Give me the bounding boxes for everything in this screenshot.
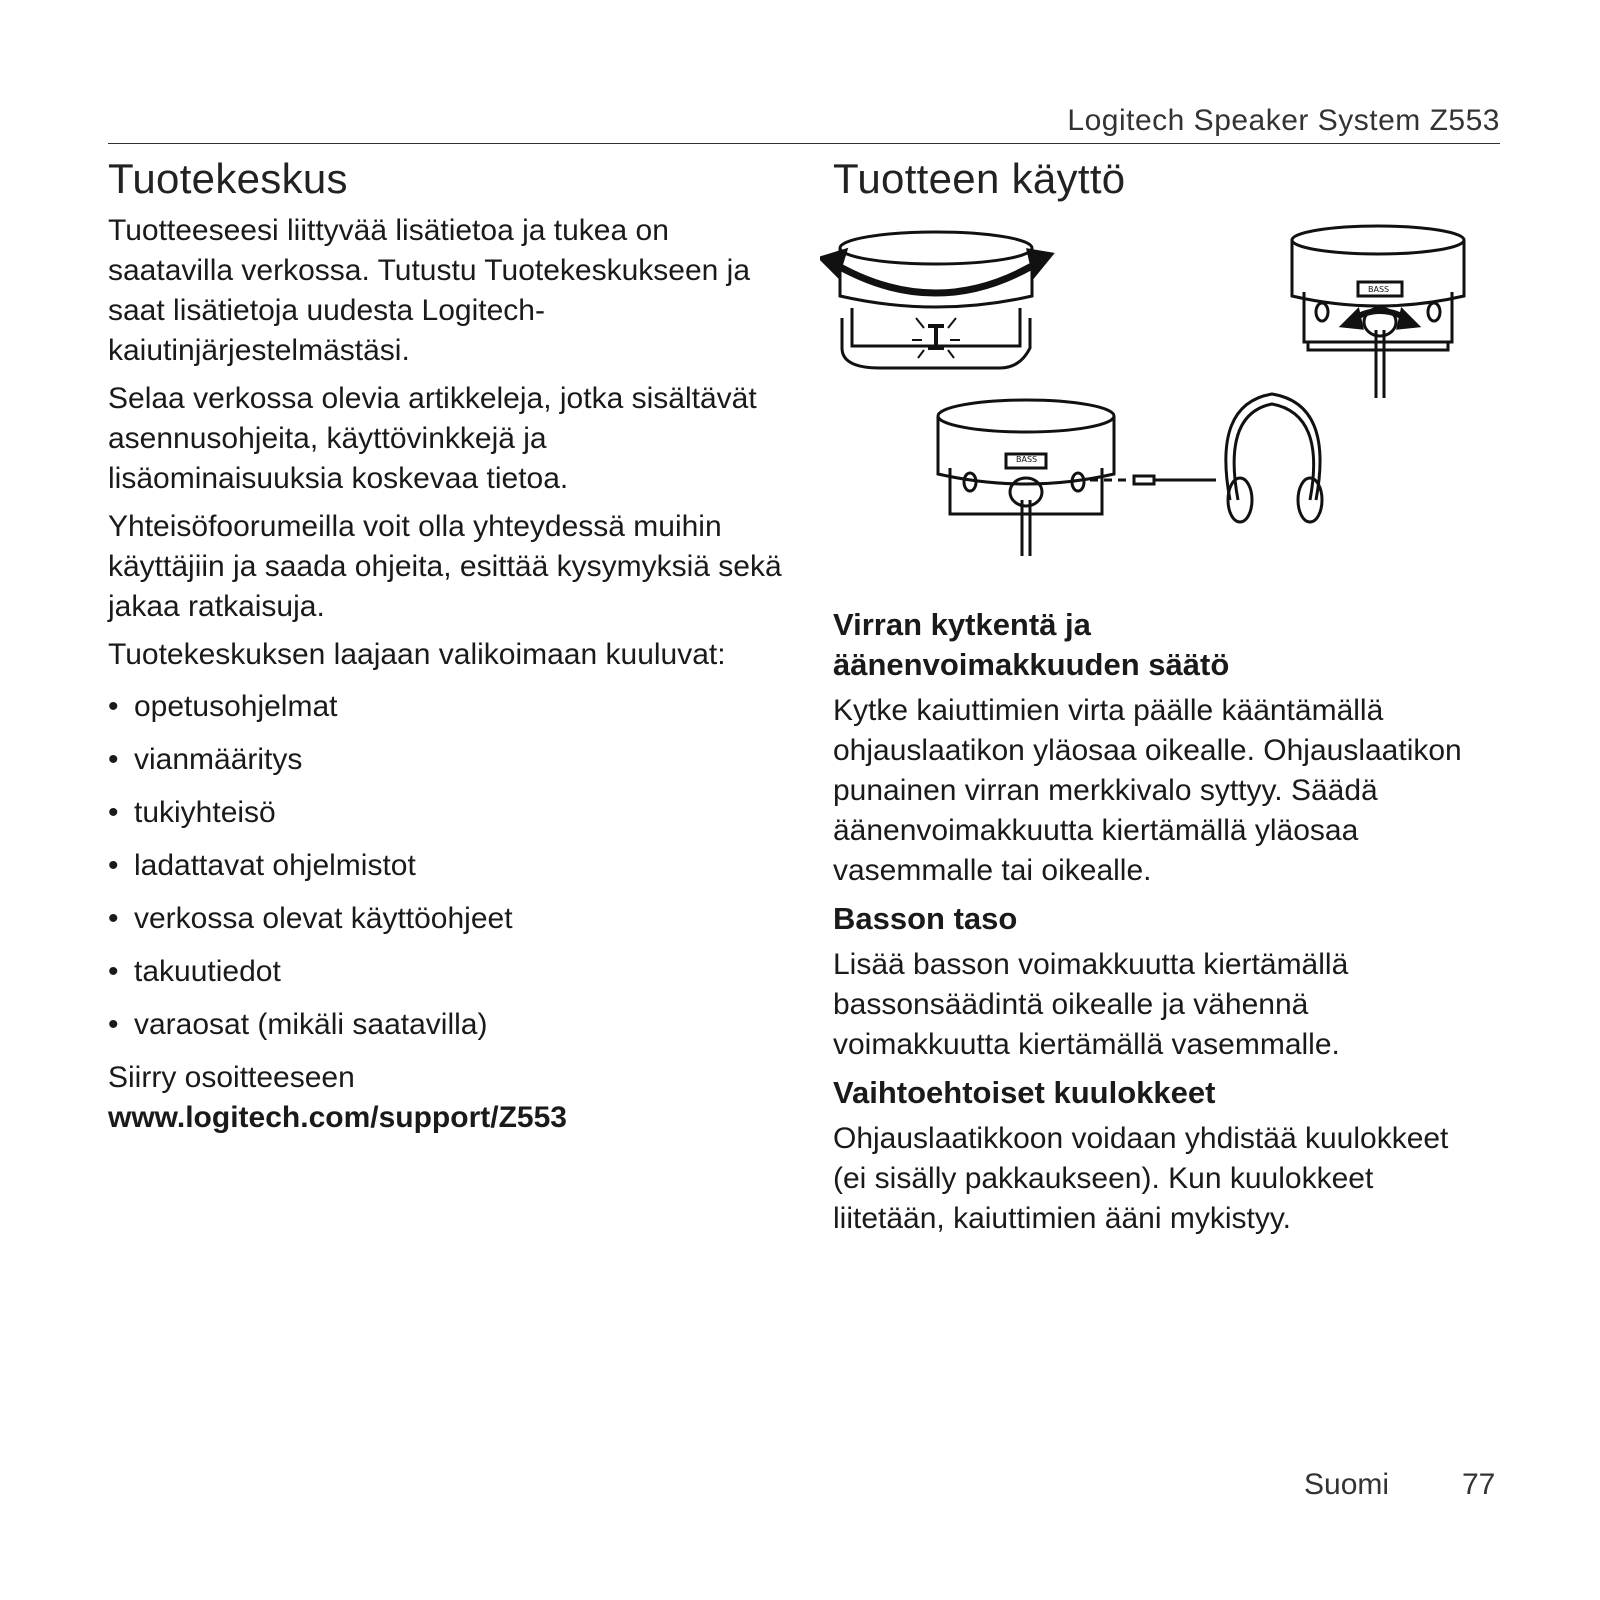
subheading-power-volume: Virran kytkentä ja äänenvoimakkuuden säätö: [833, 607, 1230, 682]
list-item: • verkossa olevat käyttöohjeet: [108, 899, 788, 939]
bass-label-1: BASS: [1368, 285, 1390, 294]
headphone-jack-icon: [938, 400, 1216, 556]
bass-label-2: BASS: [1016, 455, 1038, 464]
headphones-icon: [1226, 394, 1322, 522]
list-item: • varaosat (mikäli saatavilla): [108, 1005, 788, 1045]
paragraph: Yhteisöfoorumeilla voit olla yhteydessä muihin käyttäjiin ja saada ohjeita, esittää kysymyksiä sekä jakaa ratkaisuja.: [108, 510, 782, 623]
paragraph: Ohjauslaatikkoon voidaan yhdistää kuulokkeet (ei sisälly pakkaukseen). Kun kuulokkeet liitetään, kaiuttimien ääni mykistyy.: [833, 1122, 1449, 1235]
header-rule: [108, 143, 1500, 144]
support-link[interactable]: www.logitech.com/support/Z553: [108, 1101, 567, 1134]
page-number: 77: [1462, 1468, 1496, 1501]
paragraph: Tuotekeskuksen laajaan valikoimaan kuuluvat:: [108, 638, 726, 671]
subheading-headphones: Vaihtoehtoiset kuulokkeet: [833, 1075, 1216, 1110]
footer-language: Suomi: [1304, 1468, 1390, 1501]
paragraph: Selaa verkossa olevia artikkeleja, jotka sisältävät asennusohjeita, käyttövinkkejä ja lisäominaisuuksia koskevaa tietoa.: [108, 382, 757, 495]
running-header: Logitech Speaker System Z553: [1067, 104, 1500, 137]
bass-knob-icon: [1292, 226, 1464, 398]
list-item: • ladattavat ohjelmistot: [108, 846, 788, 886]
list-item: • opetusohjelmat: [108, 687, 788, 727]
subheading-bass: Basson taso: [833, 901, 1018, 936]
feature-list: [108, 687, 788, 1045]
section-heading-tuotekeskus: Tuotekeskus: [108, 155, 348, 202]
list-item: • takuutiedot: [108, 952, 788, 992]
control-pod-illustration: [820, 218, 1520, 580]
list-item: • tukiyhteisö: [108, 793, 788, 833]
support-paragraph: [108, 1058, 728, 1138]
paragraph: Lisää basson voimakkuutta kiertämällä bassonsäädintä oikealle ja vähennä voimakkuutta kiertämällä vasemmalle.: [833, 948, 1349, 1061]
paragraph: Kytke kaiuttimien virta päälle kääntämällä ohjauslaatikon yläosaa oikealle. Ohjauslaatikon punainen virran merkkivalo syttyy. Säädä äänenvoimakkuutta kiertämällä yläosaa vasemmalle tai oikealle.: [833, 694, 1462, 887]
goto-prefix: Siirry osoitteeseen: [108, 1061, 355, 1094]
list-item: • vianmääritys: [108, 740, 788, 780]
left-column: [108, 155, 788, 1146]
section-heading-tuotteen-kaytto: Tuotteen käyttö: [833, 155, 1126, 202]
control-pod-rotate-icon: [820, 232, 1052, 368]
paragraph: Tuotteeseesi liittyvää lisätietoa ja tukea on saatavilla verkossa. Tutustu Tuotekeskukseen ja saat lisätietoja uudesta Logitech-kaiutinjärjestelmästäsi.: [108, 214, 751, 367]
